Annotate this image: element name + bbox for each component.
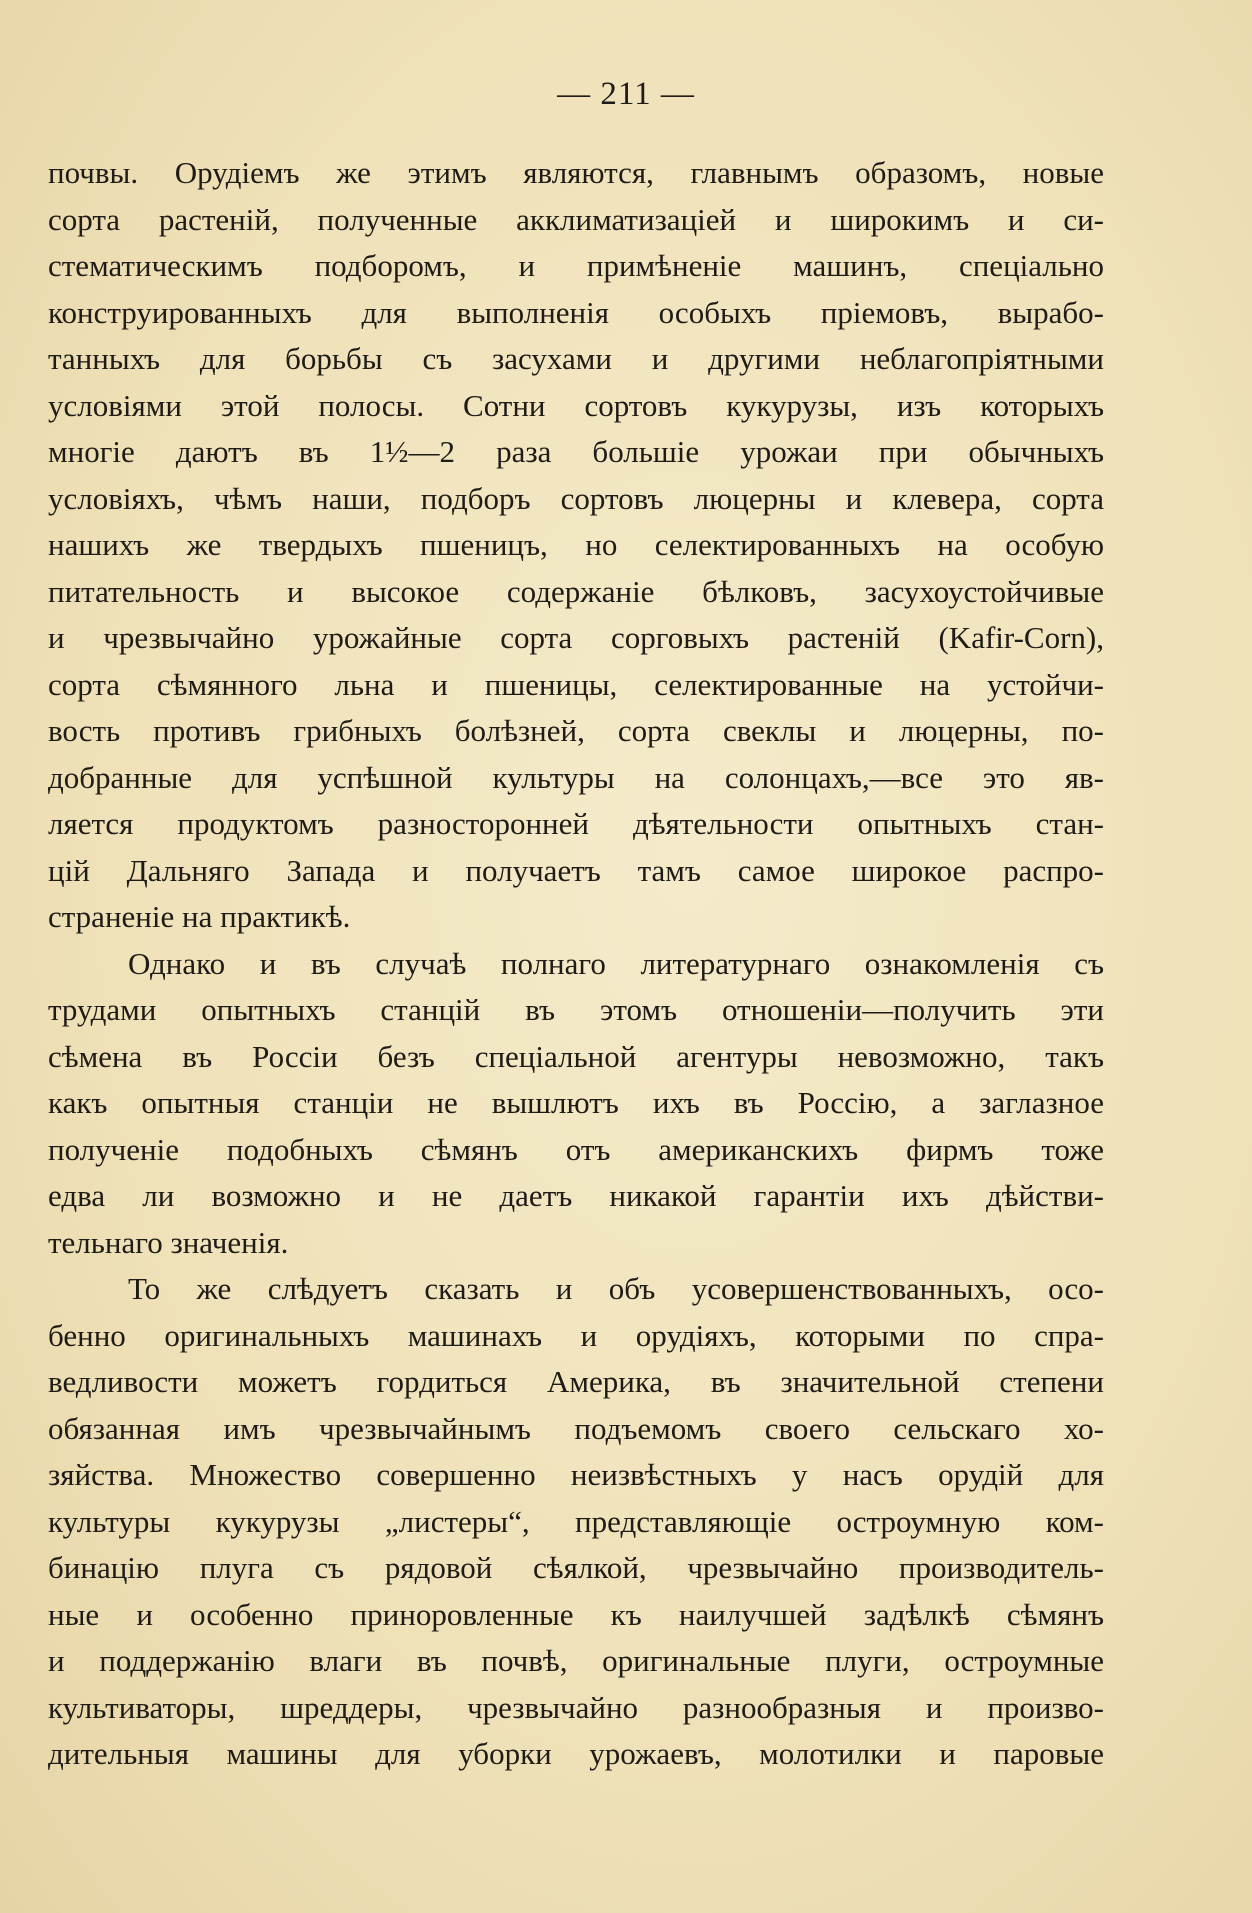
text-line: культуры кукурузы „листеры“, представляющіе остроумную ком- (48, 1503, 1104, 1539)
text-line: ведливости можетъ гордиться Америка, въ значительной степени (48, 1364, 1104, 1399)
text-line: культиваторы, шреддеры, чрезвычайно разнообразныя и произво- (48, 1689, 1104, 1725)
text-line: сѣмена въ Россіи безъ спеціальной агентуры невозможно, такъ (48, 1038, 1104, 1074)
text-line: бенно оригинальныхъ машинахъ и орудіяхъ, которыми по спра- (48, 1317, 1104, 1353)
text-line: обязанная имъ чрезвычайнымъ подъемомъ своего сельскаго хо- (48, 1410, 1104, 1446)
paragraph-3 (48, 1266, 1104, 1778)
text-line: зяйства. Множество совершенно неизвѣстныхъ у насъ орудій для (48, 1457, 1104, 1492)
text-line: и поддержанію влаги въ почвѣ, оригинальные плуги, остроумные (48, 1643, 1104, 1678)
text-line: стематическимъ подборомъ, и примѣненіе машинъ, спеціально (48, 248, 1104, 283)
text-line: дительныя машины для уборки урожаевъ, молотилки и паровые (48, 1736, 1104, 1771)
text-line: бинацію плуга съ рядовой сѣялкой, чрезвычайно производитель- (48, 1550, 1104, 1585)
text-line: почвы. Орудіемъ же этимъ являются, главнымъ образомъ, новые (48, 155, 1104, 190)
page-number: — 211 — (557, 76, 695, 112)
text-line: едва ли возможно и не даетъ никакой гарантіи ихъ дѣйстви- (48, 1178, 1104, 1213)
text-line: конструированныхъ для выполненія особыхъ пріемовъ, вырабо- (48, 294, 1104, 330)
paragraph-1 (48, 150, 1104, 941)
text-line: сорта растеній, полученные акклиматизаціей и широкимъ и си- (48, 201, 1104, 237)
text-line: условіями этой полосы. Сотни сортовъ кукурузы, изъ которыхъ (48, 387, 1104, 423)
text-line: трудами опытныхъ станцій въ этомъ отношеніи—получить эти (48, 992, 1104, 1027)
text-line: тельнаго значенія. (48, 1224, 289, 1260)
text-line: ные и особенно приноровленные къ наилучшей задѣлкѣ сѣмянъ (48, 1596, 1104, 1632)
text-line: питательность и высокое содержаніе бѣлковъ, засухоустойчивые (48, 573, 1104, 609)
text-line: и чрезвычайно урожайные сорта сорговыхъ растеній (Kafir-Corn), (48, 620, 1104, 655)
text-line: какъ опытныя станціи не вышлютъ ихъ въ Россію, а заглазное (48, 1085, 1104, 1120)
text-line: добранные для успѣшной культуры на солонцахъ,—все это яв- (48, 759, 1104, 795)
paragraph-2 (48, 941, 1104, 1267)
text-line: полученіе подобныхъ сѣмянъ отъ американскихъ фирмъ тоже (48, 1131, 1104, 1167)
text-line: Однако и въ случаѣ полнаго литературнаго ознакомленія съ (128, 945, 1104, 981)
text-line: сорта сѣмянного льна и пшеницы, селектированные на устойчи- (48, 666, 1104, 702)
text-line: многіе даютъ въ 1½—2 раза большіе урожаи при обычныхъ (48, 434, 1104, 469)
text-line: ляется продуктомъ разносторонней дѣятельности опытныхъ стан- (48, 806, 1104, 841)
text-line: страненіе на практикѣ. (48, 899, 351, 934)
text-line: цій Дальняго Запада и получаетъ тамъ самое широкое распро- (48, 852, 1104, 888)
text-line: танныхъ для борьбы съ засухами и другими неблагопріятными (48, 341, 1104, 376)
body-text (48, 150, 1104, 1778)
text-line: То же слѣдуетъ сказать и объ усовершенствованныхъ, осо- (128, 1271, 1104, 1306)
text-line: нашихъ же твердыхъ пшеницъ, но селектированныхъ на особую (48, 527, 1104, 562)
text-line: вость противъ грибныхъ болѣзней, сорта свеклы и люцерны, по- (48, 713, 1104, 748)
text-line: условіяхъ, чѣмъ наши, подборъ сортовъ люцерны и клевера, сорта (48, 480, 1104, 516)
